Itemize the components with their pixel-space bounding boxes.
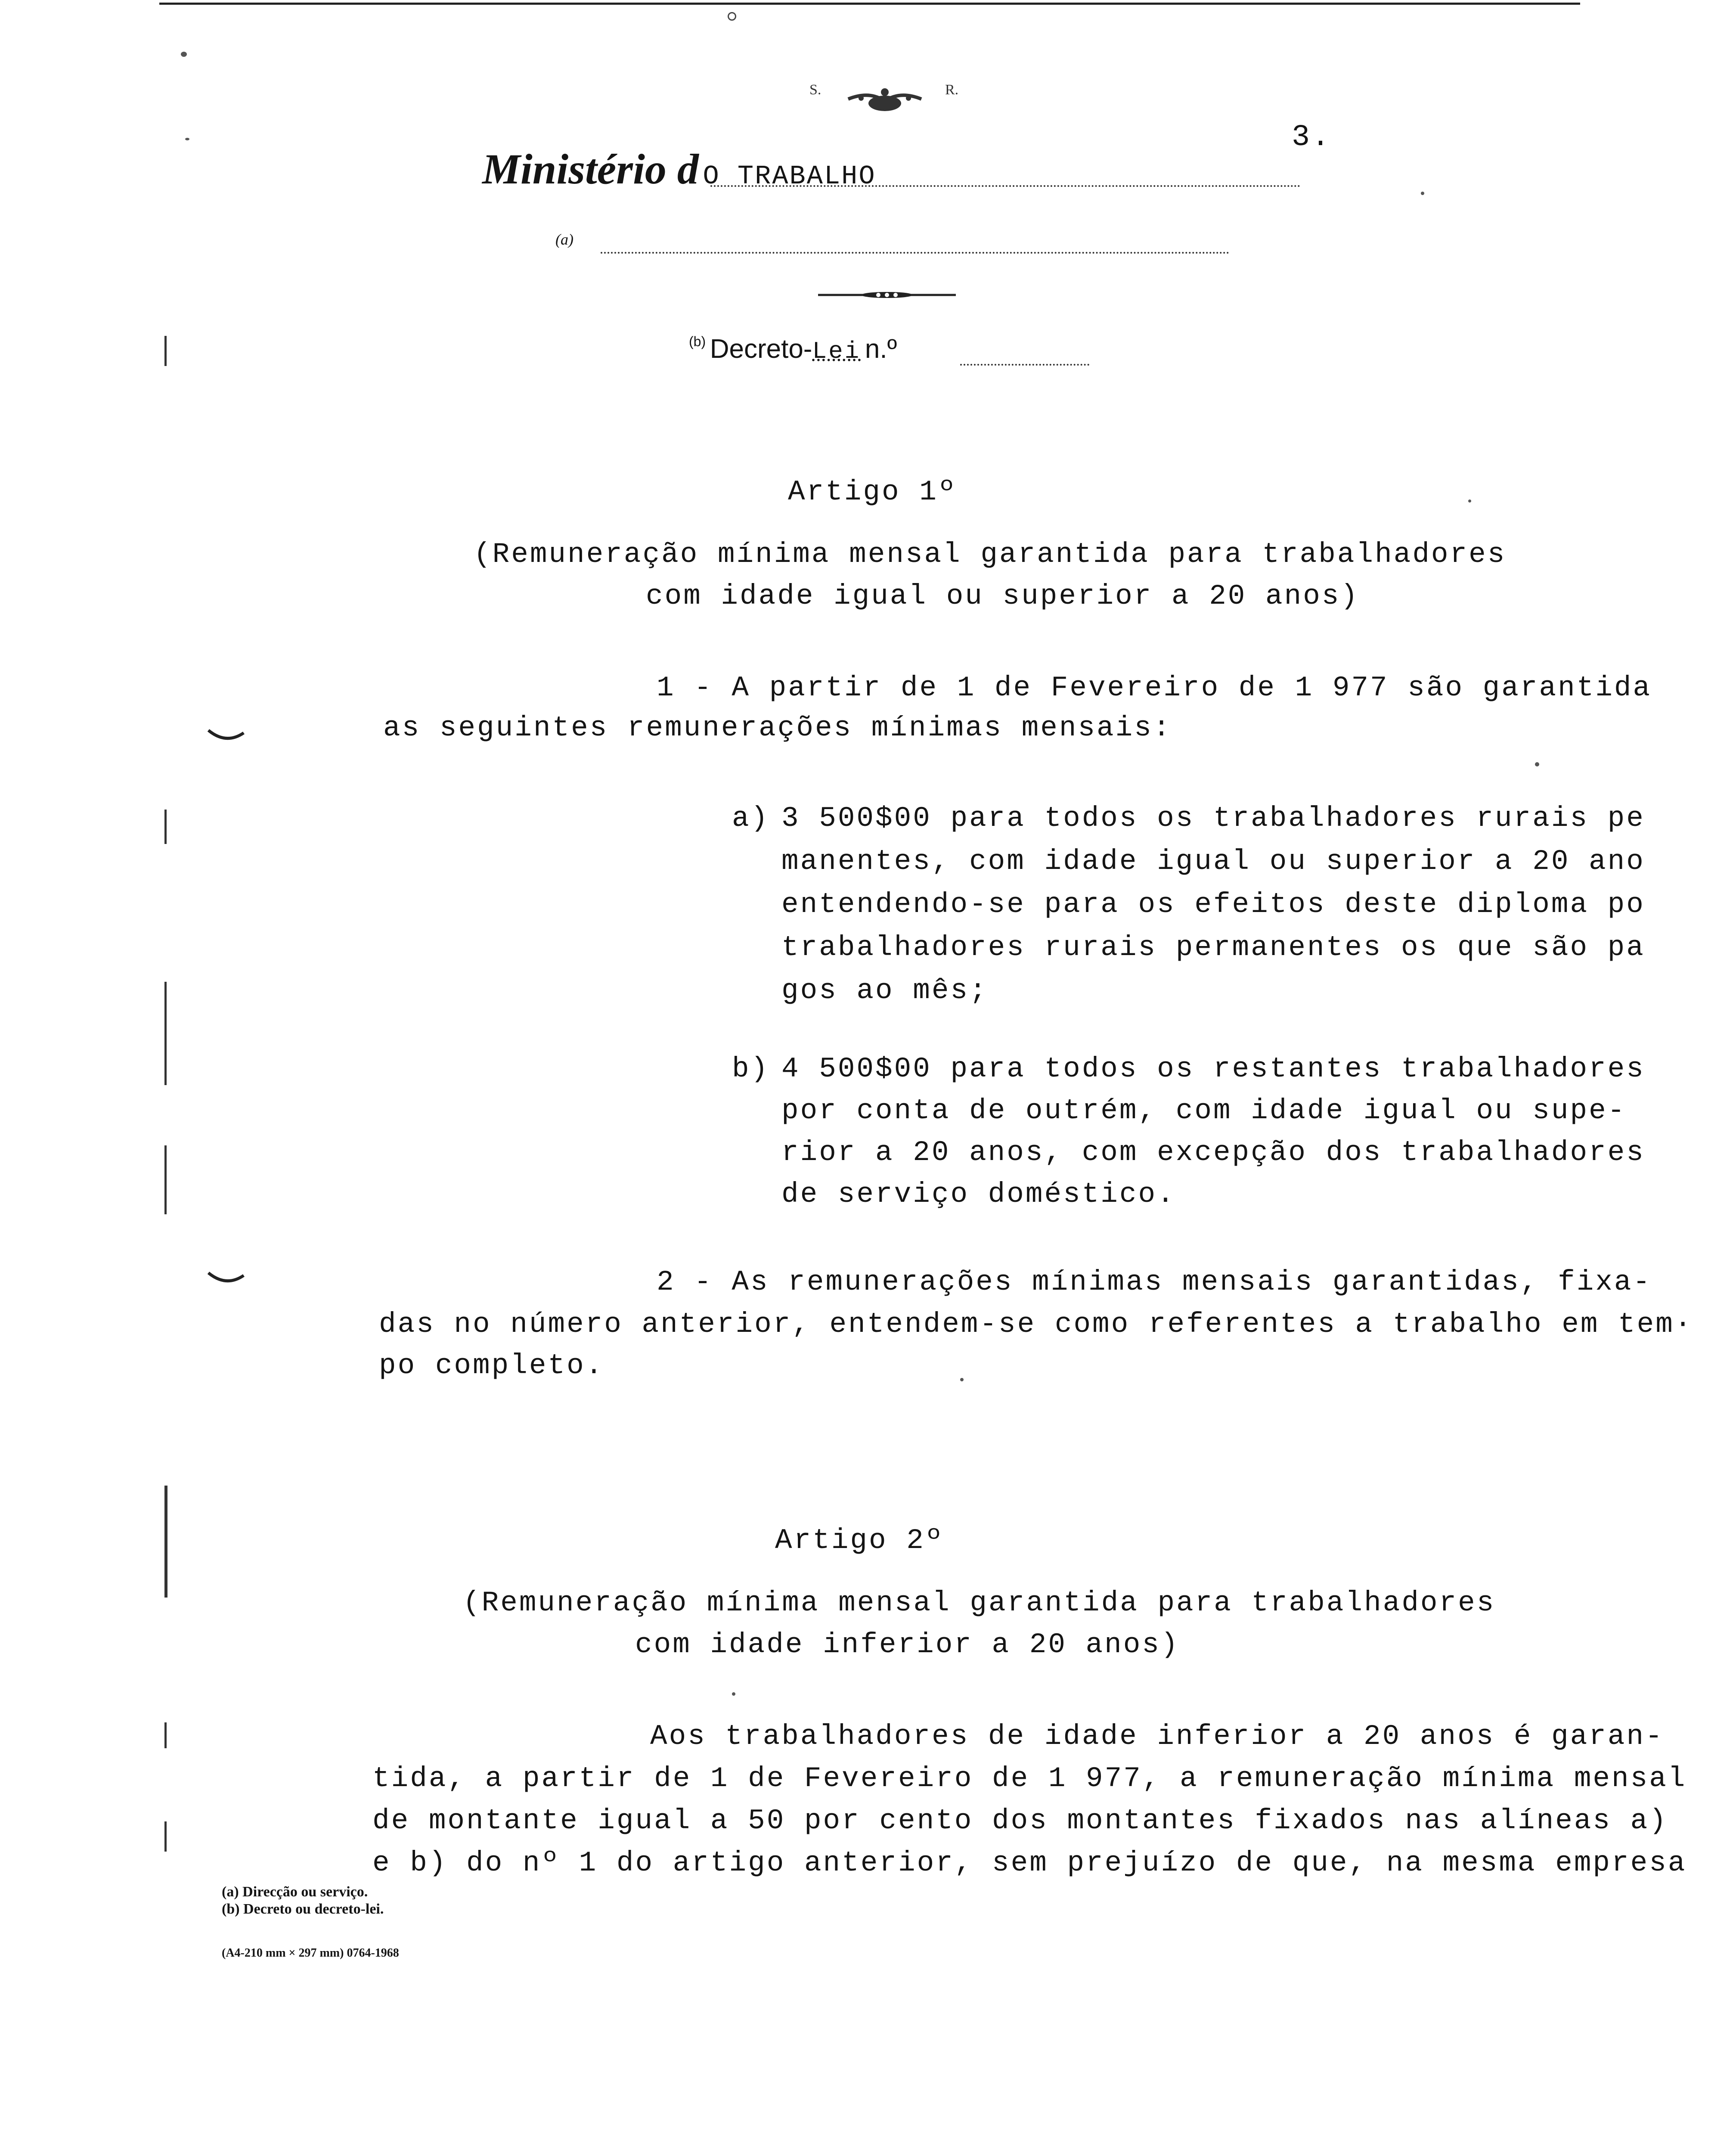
margin-mark [164, 1722, 167, 1748]
scan-artifact [728, 12, 736, 21]
article-1-title: Artigo 1º [788, 476, 957, 508]
article-1-paragraph-2-line: das no número anterior, entendem-se como referentes a trabalho em tem· [379, 1308, 1693, 1340]
form-code: (A4-210 mm × 297 mm) 0764-1968 [222, 1946, 399, 1960]
ministry-typed: O TRABALHO [703, 161, 876, 192]
margin-mark [164, 982, 167, 1085]
item-b-line: rior a 20 anos, com excepção dos trabalhadores [781, 1136, 1645, 1169]
item-a-line: gos ao mês; [781, 974, 988, 1007]
top-border-line [159, 3, 1580, 5]
decree-line [689, 334, 1119, 368]
item-a-line: entendendo-se para os efeitos deste diploma po [781, 888, 1645, 921]
article-2-subtitle-line2: com idade inferior a 20 anos) [635, 1629, 1180, 1661]
scan-artifact [185, 138, 189, 140]
item-a-label: a) [732, 802, 770, 835]
margin-curve-mark [207, 728, 245, 745]
item-a-line: 3 500$00 para todos os trabalhadores rurais pe [781, 802, 1645, 835]
scan-artifact [181, 52, 187, 57]
decree-typed: Lei [812, 338, 861, 365]
item-b-line: 4 500$00 para todos os restantes trabalhadores [781, 1053, 1645, 1085]
scan-artifact [1535, 762, 1539, 766]
margin-curve-mark [207, 1270, 245, 1287]
footnote-a: (a) Direcção ou serviço. [222, 1884, 368, 1900]
emblem-right-letters: R. [945, 82, 959, 98]
article-2-title: Artigo 2º [775, 1524, 944, 1557]
item-b-line: por conta de outrém, com idade igual ou supe- [781, 1095, 1627, 1127]
footnote-b: (b) Decreto ou decreto-lei. [222, 1901, 384, 1917]
article-2-paragraph-line: Aos trabalhadores de idade inferior a 20 anos é garan- [650, 1720, 1664, 1753]
ministry-prefix: Ministério d [482, 145, 699, 193]
scan-artifact [732, 1692, 735, 1696]
decree-label-b: (b) [689, 334, 706, 349]
ministry-header [482, 144, 1300, 192]
article-1-paragraph-2-line: 2 - As remunerações mínimas mensais garantidas, fixa- [657, 1266, 1652, 1298]
article-2-paragraph-line: e b) do nº 1 do artigo anterior, sem prejuízo de que, na mesma empresa [372, 1847, 1687, 1879]
margin-mark [164, 336, 167, 366]
item-a-line: manentes, com idade igual ou superior a 20 ano [781, 845, 1645, 878]
decree-suffix: n.º [865, 334, 897, 364]
scan-artifact [960, 1378, 964, 1381]
margin-mark [164, 1145, 167, 1214]
article-1-paragraph-1-line2: as seguintes remunerações mínimas mensais: [383, 712, 1172, 744]
page-number: 3. [1292, 121, 1332, 155]
decree-dotted-line [960, 364, 1089, 366]
article-1-subtitle-line2: com idade igual ou superior a 20 anos) [646, 580, 1360, 612]
scan-artifact [1468, 499, 1471, 503]
article-1-paragraph-2-line: po completo. [379, 1350, 604, 1382]
ministry-dotted-line [710, 185, 1300, 187]
item-b-label: b) [732, 1053, 770, 1085]
ornamental-rule [818, 289, 956, 301]
scan-artifact [1421, 192, 1424, 195]
item-a-line: trabalhadores rurais permanentes os que são pa [781, 931, 1645, 964]
article-2-paragraph-line: tida, a partir de 1 de Fevereiro de 1 977, a remuneração mínima mensal [372, 1762, 1687, 1795]
margin-mark [164, 810, 167, 844]
margin-mark [164, 1486, 167, 1598]
item-b-line: de serviço doméstico. [781, 1178, 1176, 1210]
coat-of-arms-icon [844, 82, 926, 116]
article-2-paragraph-line: de montante igual a 50 por cento dos montantes fixados nas alíneas a) [372, 1805, 1668, 1837]
margin-mark [164, 1821, 167, 1852]
article-2-subtitle-line1: (Remuneração mínima mensal garantida para trabalhadores [463, 1587, 1496, 1619]
label-a-dotted-line [601, 252, 1229, 254]
decree-prefix: Decreto- [710, 334, 812, 364]
article-1-paragraph-1-line1: 1 - A partir de 1 de Fevereiro de 1 977 são garantida [657, 672, 1652, 704]
article-1-subtitle-line1: (Remuneração mínima mensal garantida para trabalhadores [474, 538, 1507, 571]
emblem-left-letters: S. [809, 82, 822, 98]
label-a: (a) [555, 231, 574, 248]
